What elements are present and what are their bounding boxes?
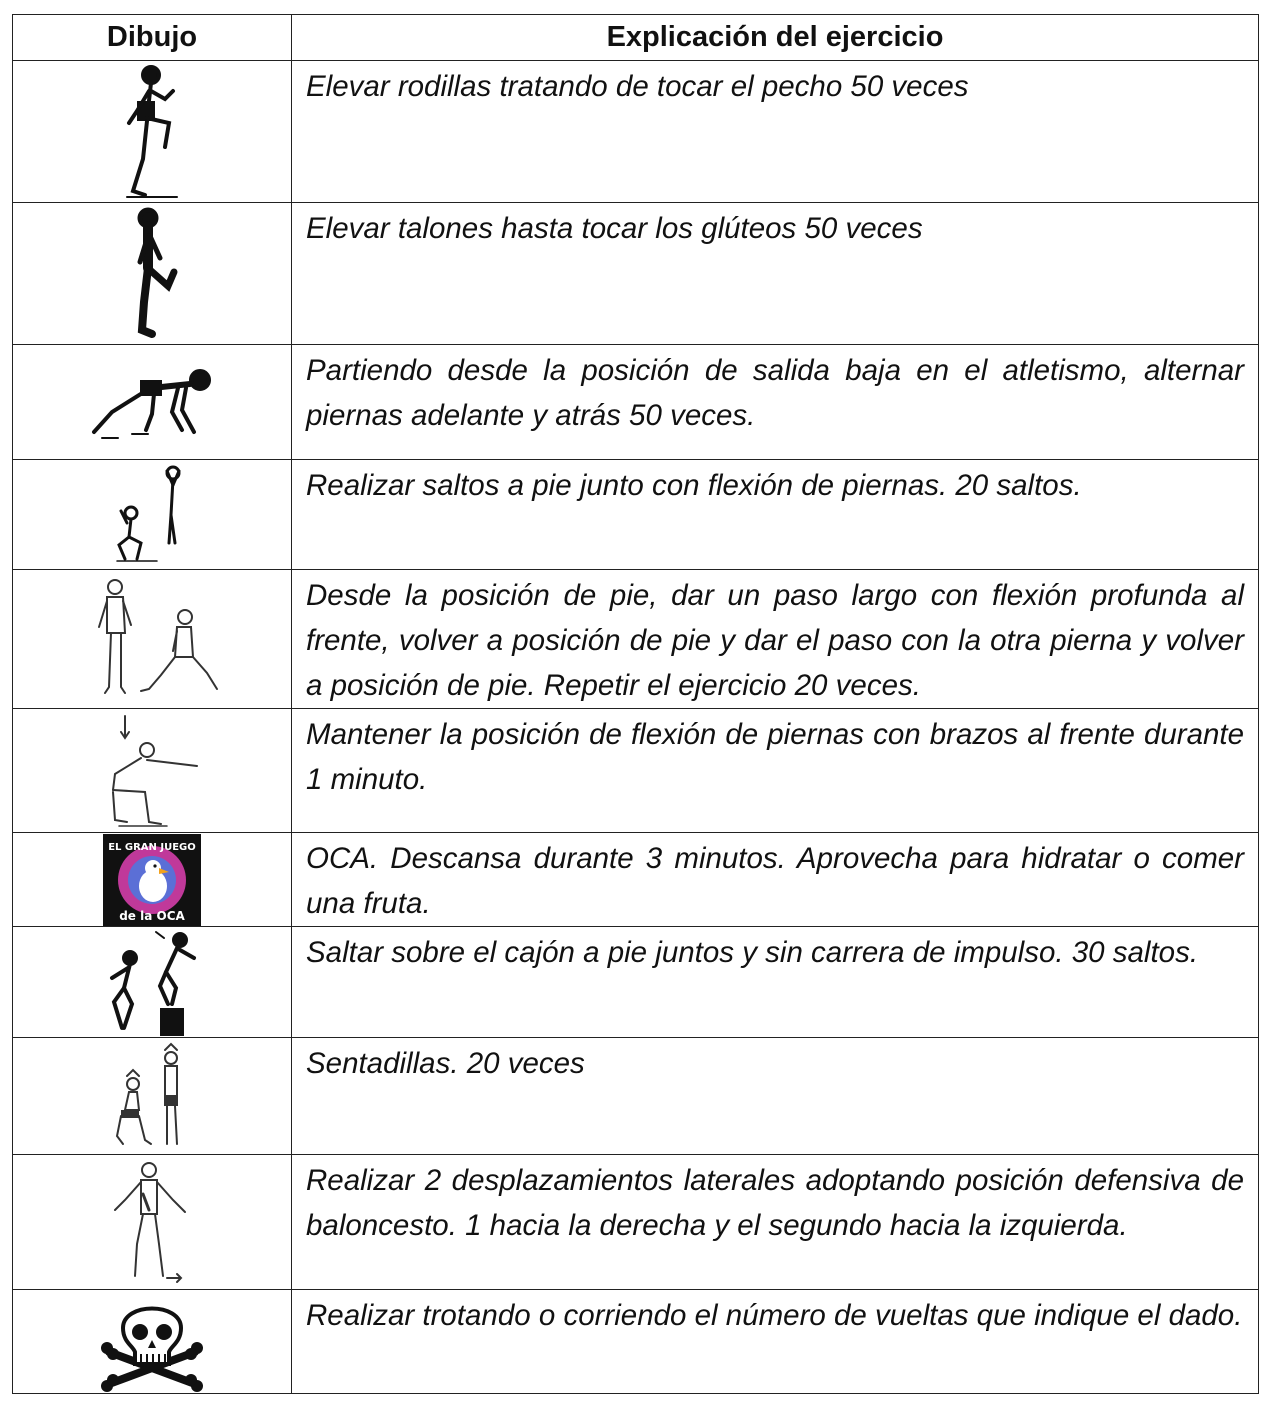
skull-crossbones-icon [99,1292,205,1392]
header-explanation: Explicación del ejercicio [292,15,1259,61]
drawing-cell [13,1155,292,1290]
exercise-table [12,14,1259,1394]
drawing-cell [13,203,292,345]
table-row [13,833,1259,927]
defensive-slide-icon [107,1160,197,1284]
squat-jump-icon [107,463,197,567]
svg-text:EL GRAN JUEGO: EL GRAN JUEGO [108,841,196,853]
explanation-cell: Mantener la posición de flexión de piernas con brazos al frente durante 1 minuto. [292,709,1259,833]
drawing-cell [13,1290,292,1394]
explanation-cell: Desde la posición de pie, dar un paso largo con flexión profunda al frente, volver a posición de pie y dar el paso con la otra pierna y volver a posición de pie. Repetir el ejercicio 20 veces. [292,570,1259,709]
header-drawing: Dibujo [13,15,292,61]
table-row [13,570,1259,709]
svg-text:de la OCA: de la OCA [119,908,185,923]
table-row [13,1290,1259,1394]
drawing-cell [13,570,292,709]
table-row [13,927,1259,1038]
mountain-climber-icon [82,352,222,452]
wall-sit-icon [97,712,207,830]
explanation-cell: Elevar talones hasta tocar los glúteos 50 veces [292,203,1259,345]
explanation-cell: Partiendo desde la posición de salida baja en el atletismo, alternar piernas adelante y atrás 50 veces. [292,345,1259,460]
header-row [13,15,1259,61]
explanation-cell: OCA. Descansa durante 3 minutos. Aprovecha para hidratar o comer una fruta. [292,833,1259,927]
squat-icon [107,1040,197,1152]
drawing-cell [13,460,292,570]
lunge-icon [77,577,227,701]
table-row [13,709,1259,833]
drawing-cell [13,345,292,460]
drawing-cell [13,1038,292,1155]
drawing-cell [13,833,292,927]
table-row [13,345,1259,460]
explanation-cell: Elevar rodillas tratando de tocar el pecho 50 veces [292,61,1259,203]
explanation-cell: Realizar trotando o corriendo el número de vueltas que indique el dado. [292,1290,1259,1394]
table-row [13,61,1259,203]
box-jump-icon [102,928,202,1036]
drawing-cell [13,61,292,203]
table-row [13,1155,1259,1290]
high-knees-runner-icon [107,63,197,201]
goose-game-logo-icon [103,834,201,926]
explanation-cell: Sentadillas. 20 veces [292,1038,1259,1155]
table-row [13,1038,1259,1155]
table-row [13,460,1259,570]
drawing-cell [13,927,292,1038]
table-row [13,203,1259,345]
drawing-cell [13,709,292,833]
explanation-cell: Realizar saltos a pie junto con flexión de piernas. 20 saltos. [292,460,1259,570]
explanation-cell: Realizar 2 desplazamientos laterales adoptando posición defensiva de baloncesto. 1 hacia la derecha y el segundo hacia la izquierda. [292,1155,1259,1290]
butt-kicks-runner-icon [112,206,192,342]
explanation-cell: Saltar sobre el cajón a pie juntos y sin carrera de impulso. 30 saltos. [292,927,1259,1038]
